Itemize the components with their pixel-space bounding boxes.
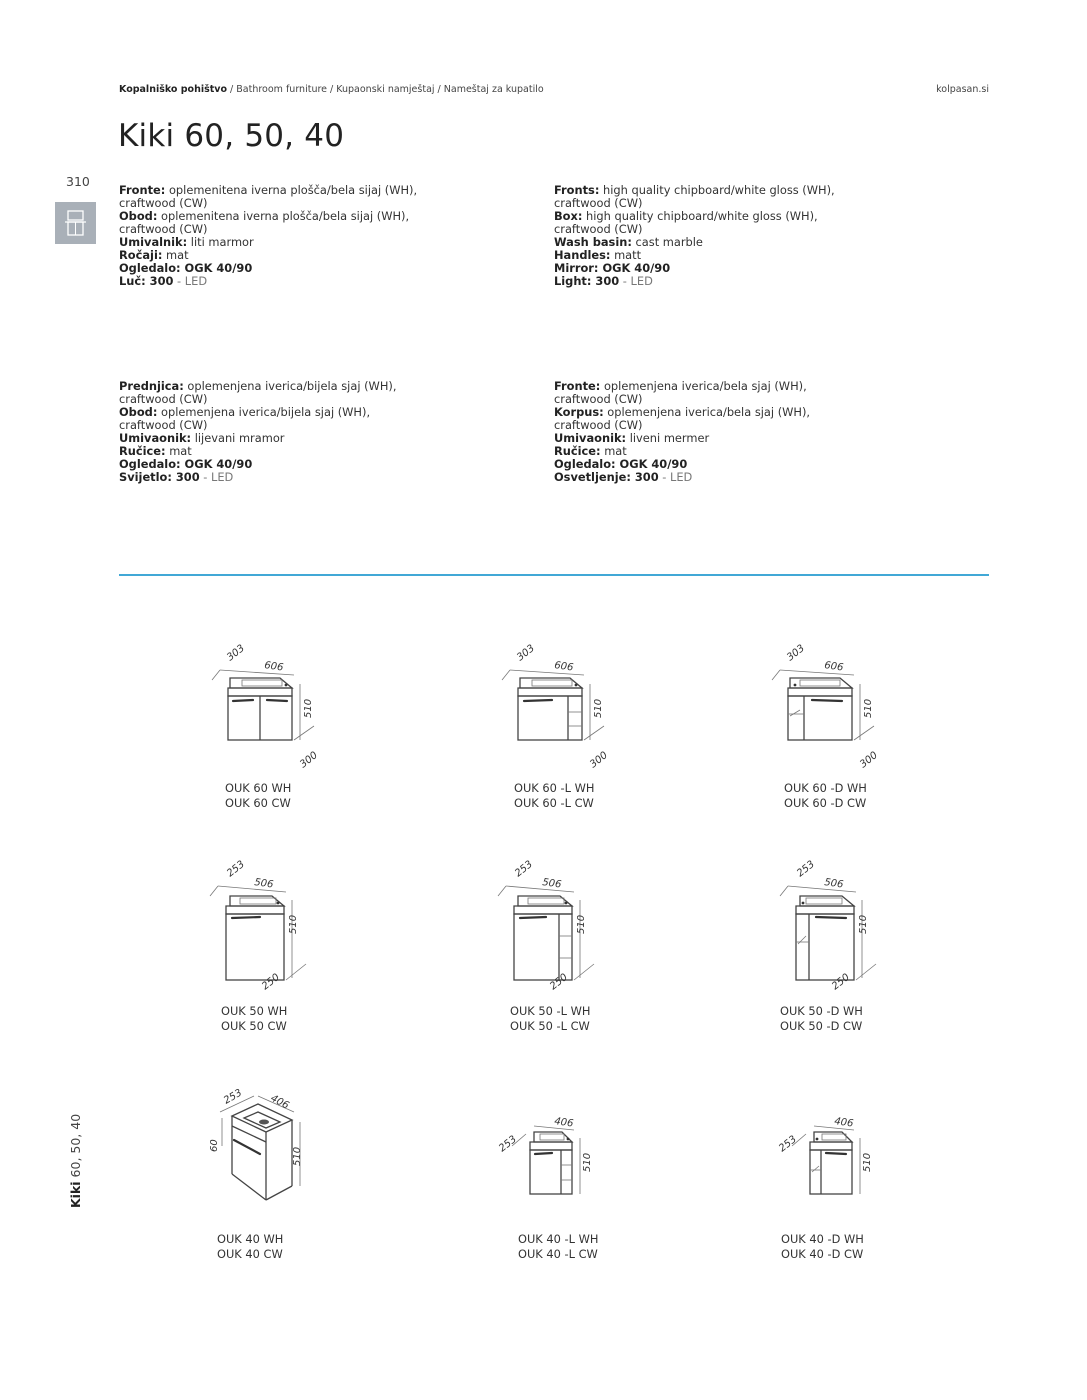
dim-depth: 253 xyxy=(497,1133,519,1155)
spec-key: Handles: xyxy=(554,248,611,262)
spec-value: mat xyxy=(600,444,627,458)
spec-value: craftwood (CW) xyxy=(119,222,208,236)
drawing-ouk-60 xyxy=(190,630,330,775)
dim-depth: 303 xyxy=(515,642,537,664)
caption-line-wh: OUK 60 -D WH xyxy=(784,781,867,795)
spec-value: oplemenitena iverna plošča/bela sijaj (WH), xyxy=(157,209,410,223)
spec-value: - LED xyxy=(173,274,208,288)
caption-line-wh: OUK 50 -L WH xyxy=(510,1004,591,1018)
spec-key: Osvetljenje: 300 xyxy=(554,470,659,484)
product-caption-ouk-40-l xyxy=(518,1232,598,1262)
dim-width: 406 xyxy=(553,1116,575,1130)
spec-key: Fronte: xyxy=(554,379,601,393)
spec-key: Ručice: xyxy=(554,444,601,458)
side-label xyxy=(68,1114,83,1208)
dim-height: 510 xyxy=(858,914,869,934)
dim-height: 510 xyxy=(862,1152,873,1172)
spec-value: liti marmor xyxy=(187,235,254,249)
dim-height: 510 xyxy=(863,698,874,718)
spec-key: Mirror: OGK 40/90 xyxy=(554,261,671,275)
spec-value: oplemenjena iverica/bijela sjaj (WH), xyxy=(157,405,371,419)
product-caption-ouk-40-d xyxy=(781,1232,864,1262)
spec-value: lijevani mramor xyxy=(191,431,285,445)
dim-width: 506 xyxy=(823,877,845,891)
spec-value: oplemenjena iverica/bela sjaj (WH), xyxy=(600,379,807,393)
spec-row xyxy=(554,275,835,288)
dim-base: 300 xyxy=(588,749,610,771)
product-caption-ouk-60-l xyxy=(514,781,594,811)
caption-line-wh: OUK 40 -D WH xyxy=(781,1232,864,1246)
drawing-ouk-50-d xyxy=(760,852,900,1002)
spec-value: craftwood (CW) xyxy=(119,196,208,210)
spec-value: liveni mermer xyxy=(626,431,710,445)
product-caption-ouk-50-d xyxy=(780,1004,863,1034)
dim-width: 606 xyxy=(553,660,575,674)
spec-value: craftwood (CW) xyxy=(554,392,643,406)
caption-line-wh: OUK 50 -D WH xyxy=(780,1004,863,1018)
breadcrumb-main: Kopalniško pohištvo xyxy=(119,84,228,95)
spec-key: Luč: 300 xyxy=(119,274,174,288)
dim-depth: 303 xyxy=(785,642,807,664)
dim-height: 510 xyxy=(576,914,587,934)
spec-key: Obod: xyxy=(119,209,158,223)
dim-depth: 253 xyxy=(777,1133,799,1155)
spec-key: Fronte: xyxy=(119,183,166,197)
spec-key: Korpus: xyxy=(554,405,604,419)
caption-line-cw: OUK 40 -L CW xyxy=(518,1247,598,1261)
spec-key: Ogledalo: OGK 40/90 xyxy=(119,457,253,471)
product-caption-ouk-60 xyxy=(225,781,291,811)
spec-key: Light: 300 xyxy=(554,274,620,288)
drawing-ouk-50 xyxy=(190,852,330,1002)
drawing-ouk-60-l xyxy=(480,630,620,775)
caption-line-wh: OUK 40 -L WH xyxy=(518,1232,599,1246)
spec-key: Ogledalo: OGK 40/90 xyxy=(119,261,253,275)
drawing-ouk-50-l xyxy=(478,852,618,1002)
caption-line-wh: OUK 40 WH xyxy=(217,1232,284,1246)
caption-line-cw: OUK 50 -L CW xyxy=(510,1019,590,1033)
dim-height: 510 xyxy=(288,914,299,934)
spec-value: high quality chipboard/white gloss (WH), xyxy=(599,183,835,197)
category-tab xyxy=(55,202,96,244)
product-caption-ouk-40 xyxy=(217,1232,283,1262)
dim-base: 300 xyxy=(298,749,320,771)
page-number: 310 xyxy=(66,174,90,189)
spec-key: Umivaonik: xyxy=(119,431,192,445)
caption-line-cw: OUK 60 -D CW xyxy=(784,796,867,810)
side-label-name: Kiki xyxy=(68,1181,83,1208)
spec-key: Box: xyxy=(554,209,583,223)
spec-value: craftwood (CW) xyxy=(119,418,208,432)
dim-height: 510 xyxy=(292,1146,303,1166)
dim-width: 606 xyxy=(823,660,845,674)
spec-key: Umivaonik: xyxy=(554,431,627,445)
product-caption-ouk-50 xyxy=(221,1004,287,1034)
caption-line-wh: OUK 50 WH xyxy=(221,1004,288,1018)
side-label-models: 60, 50, 40 xyxy=(68,1113,83,1182)
drawing-ouk-40-l xyxy=(490,1100,610,1210)
spec-block-en xyxy=(554,184,835,288)
dim-base: 250 xyxy=(260,971,282,993)
dim-base: 300 xyxy=(858,749,880,771)
spec-key: Umivalnik: xyxy=(119,235,188,249)
spec-block-sl xyxy=(119,184,417,288)
spec-key: Ogledalo: OGK 40/90 xyxy=(554,457,688,471)
section-divider xyxy=(119,574,989,576)
dim-width: 506 xyxy=(541,877,563,891)
spec-block-hr xyxy=(119,380,396,484)
dim-height: 510 xyxy=(593,698,604,718)
spec-key: Svijetlo: 300 xyxy=(119,470,200,484)
spec-value: oplemenitena iverna plošča/bela sijaj (WH), xyxy=(165,183,418,197)
drawing-ouk-40 xyxy=(196,1082,326,1217)
spec-key: Wash basin: xyxy=(554,235,632,249)
spec-value: oplemenjena iverica/bijela sjaj (WH), xyxy=(183,379,397,393)
spec-value: cast marble xyxy=(631,235,703,249)
breadcrumb xyxy=(119,84,544,95)
dim-depth: 253 xyxy=(222,1087,245,1107)
spec-row xyxy=(554,471,810,484)
spec-value: craftwood (CW) xyxy=(554,222,643,236)
spec-value: craftwood (CW) xyxy=(554,418,643,432)
spec-value: craftwood (CW) xyxy=(554,196,643,210)
dim-width: 406 xyxy=(268,1092,291,1112)
dim-edge: 60 xyxy=(209,1139,220,1152)
spec-value: craftwood (CW) xyxy=(119,392,208,406)
spec-value: oplemenjena iverica/bela sjaj (WH), xyxy=(603,405,811,419)
spec-key: Fronts: xyxy=(554,183,600,197)
spec-key: Ročaji: xyxy=(119,248,163,262)
caption-line-wh: OUK 60 WH xyxy=(225,781,292,795)
dim-height: 510 xyxy=(582,1152,593,1172)
dim-base: 250 xyxy=(830,971,852,993)
dim-base: 250 xyxy=(548,971,570,993)
spec-row xyxy=(119,275,417,288)
spec-value: matt xyxy=(610,248,642,262)
spec-key: Obod: xyxy=(119,405,158,419)
site-url: kolpasan.si xyxy=(936,84,989,95)
dim-depth: 253 xyxy=(225,858,247,880)
spec-block-sr xyxy=(554,380,810,484)
dim-depth: 253 xyxy=(795,858,817,880)
dim-depth: 253 xyxy=(513,858,535,880)
product-caption-ouk-60-d xyxy=(784,781,867,811)
dim-width: 506 xyxy=(253,877,275,891)
dim-width: 406 xyxy=(833,1116,855,1130)
drawing-ouk-40-d xyxy=(770,1100,890,1210)
caption-line-cw: OUK 60 CW xyxy=(225,796,291,810)
spec-value: - LED xyxy=(619,274,653,288)
spec-value: mat xyxy=(162,248,189,262)
product-caption-ouk-50-l xyxy=(510,1004,590,1034)
caption-line-cw: OUK 60 -L CW xyxy=(514,796,594,810)
page-title: Kiki 60, 50, 40 xyxy=(118,118,345,154)
cabinet-icon xyxy=(55,202,96,244)
spec-value: mat xyxy=(165,444,192,458)
spec-value: high quality chipboard/white gloss (WH), xyxy=(582,209,818,223)
drawing-ouk-60-d xyxy=(750,630,890,775)
spec-row xyxy=(119,471,396,484)
spec-key: Prednjica: xyxy=(119,379,184,393)
caption-line-cw: OUK 50 -D CW xyxy=(780,1019,863,1033)
breadcrumb-rest: / Bathroom furniture / Kupaonski namještaj / Nameštaj za kupatilo xyxy=(227,84,544,95)
spec-value: - LED xyxy=(199,470,234,484)
caption-line-cw: OUK 40 -D CW xyxy=(781,1247,864,1261)
caption-line-cw: OUK 40 CW xyxy=(217,1247,283,1261)
caption-line-wh: OUK 60 -L WH xyxy=(514,781,595,795)
caption-line-cw: OUK 50 CW xyxy=(221,1019,287,1033)
dim-depth: 303 xyxy=(225,642,247,664)
dim-height: 510 xyxy=(303,698,314,718)
dim-width: 606 xyxy=(263,660,285,674)
spec-key: Ručice: xyxy=(119,444,166,458)
spec-value: - LED xyxy=(658,470,693,484)
